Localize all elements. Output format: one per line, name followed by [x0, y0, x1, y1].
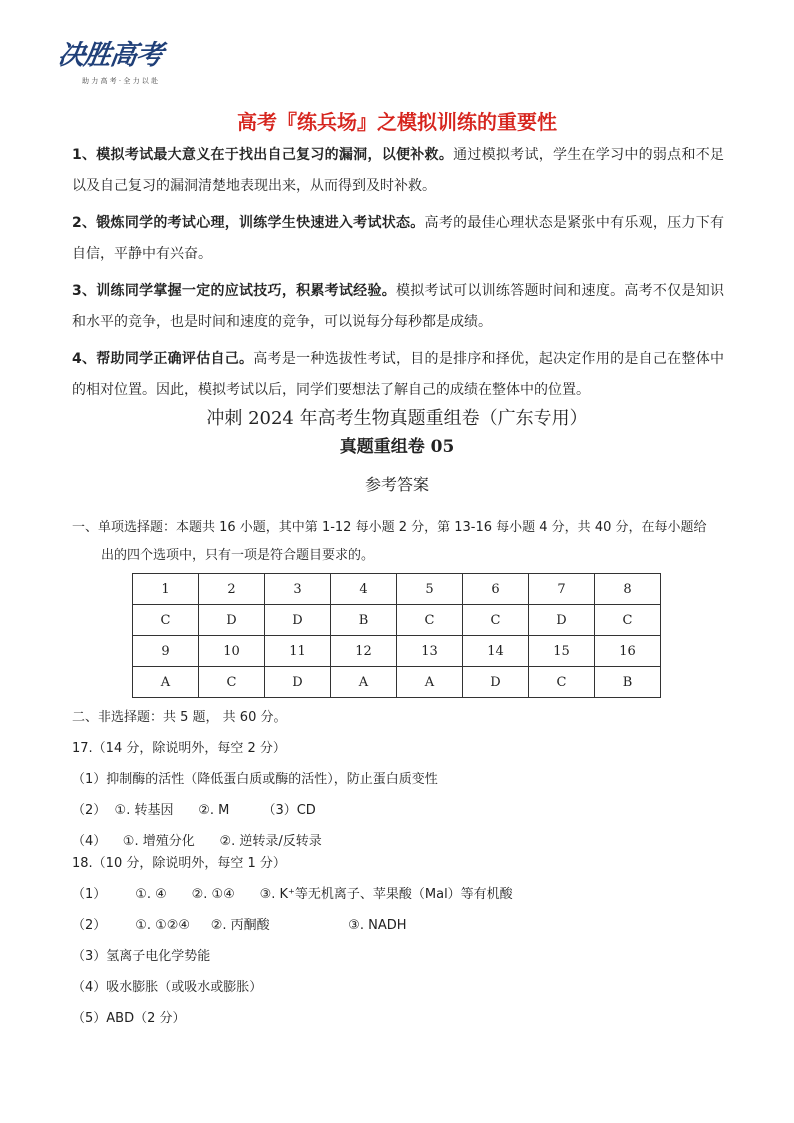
- banner-title: 高考『练兵场』之模拟训练的重要性: [237, 110, 557, 134]
- answers-heading: 参考答案: [364, 475, 429, 494]
- logo-text: 决胜高考: [55, 40, 165, 71]
- table-cell: 10: [199, 636, 265, 667]
- table-cell: C: [397, 605, 463, 636]
- exam-titles: [0, 405, 794, 499]
- table-cell: A: [397, 667, 463, 698]
- table-cell: 16: [595, 636, 661, 667]
- q18-line-1: （1） ①. ④ ②. ①④ ③. K⁺等无机离子、苹果酸（Mal）等有机酸: [72, 887, 513, 902]
- table-row: [133, 574, 661, 605]
- table-cell: C: [595, 605, 661, 636]
- table-cell: 5: [397, 574, 463, 605]
- intro-bold-3: 3、训练同学掌握一定的应试技巧，积累考试经验。: [72, 283, 397, 299]
- table-cell: C: [529, 667, 595, 698]
- section-1-instructions: [72, 514, 732, 570]
- table-cell: 1: [133, 574, 199, 605]
- answer-table: [132, 573, 661, 698]
- table-row: [133, 667, 661, 698]
- logo: [55, 40, 176, 102]
- table-cell: C: [463, 605, 529, 636]
- intro-text-4: 高考是一种选拔性考试，目的是排序和择优，起决定作用的是自己在整体中的相对位置。因此，模拟考试以后，同学们要想法了解自己的成绩在整体中的位置。: [72, 351, 724, 398]
- table-cell: 11: [265, 636, 331, 667]
- table-cell: D: [265, 667, 331, 698]
- table-cell: 12: [331, 636, 397, 667]
- q18-line-4: （4）吸水膨胀（或吸水或膨胀）: [72, 980, 263, 995]
- table-cell: 15: [529, 636, 595, 667]
- q17-line-1: （1）抑制酶的活性（降低蛋白质或酶的活性），防止蛋白质变性: [72, 772, 438, 787]
- intro-text-2: 高考的最佳心理状态是紧张中有乐观，压力下有自信，平静中有兴奋。: [72, 215, 724, 262]
- table-cell: 2: [199, 574, 265, 605]
- table-cell: D: [265, 605, 331, 636]
- section-1-line-2: 出的四个选项中，只有一项是符合题目要求的。: [101, 548, 375, 563]
- table-cell: D: [529, 605, 595, 636]
- intro-bold-1: 1、模拟考试最大意义在于找出自己复习的漏洞，以便补救。: [72, 147, 454, 163]
- table-cell: D: [463, 667, 529, 698]
- section-2-header: 二、非选择题：共 5 题， 共 60 分。: [72, 710, 287, 725]
- q17-line-2: （2） ①. 转基因 ②. M （3）CD: [72, 803, 316, 818]
- table-cell: A: [133, 667, 199, 698]
- table-cell: 6: [463, 574, 529, 605]
- q18-line-5: （5）ABD（2 分）: [72, 1011, 186, 1026]
- table-cell: D: [199, 605, 265, 636]
- q17-line-3: （4） ①. 增殖分化 ②. 逆转录/反转录: [72, 834, 322, 849]
- q18-line-2: （2） ①. ①②④ ②. 丙酮酸 ③. NADH: [72, 918, 407, 933]
- table-cell: 8: [595, 574, 661, 605]
- intro-bold-4: 4、帮助同学正确评估自己。: [72, 351, 254, 367]
- intro-paragraph-3: [72, 276, 724, 338]
- table-cell: 14: [463, 636, 529, 667]
- intro-paragraph-2: [72, 208, 724, 270]
- table-cell: B: [595, 667, 661, 698]
- q18-title: 18.（10 分，除说明外，每空 1 分）: [72, 856, 286, 871]
- table-cell: C: [199, 667, 265, 698]
- q17-title: 17.（14 分，除说明外，每空 2 分）: [72, 741, 286, 756]
- table-cell: C: [133, 605, 199, 636]
- intro-text-1: 通过模拟考试，学生在学习中的弱点和不足以及自己复习的漏洞清楚地表现出来，从而得到及时补救。: [72, 147, 724, 194]
- table-cell: A: [331, 667, 397, 698]
- intro-paragraph-1: [72, 140, 724, 202]
- table-cell: 3: [265, 574, 331, 605]
- section-1-line-1: 一、单项选择题：本题共 16 小题，其中第 1-12 每小题 2 分，第 13-16 每小题 4 分，共 40 分，在每小题给: [72, 520, 707, 535]
- table-cell: 13: [397, 636, 463, 667]
- intro-text-3: 模拟考试可以训练答题时间和速度。高考不仅是知识和水平的竞争，也是时间和速度的竞争，可以说每分每秒都是成绩。: [72, 283, 725, 330]
- table-cell: 9: [133, 636, 199, 667]
- intro-bold-2: 2、锻炼同学的考试心理，训练学生快速进入考试状态。: [72, 215, 425, 231]
- exam-main-title: 冲刺 2024 年高考生物真题重组卷（广东专用）: [206, 408, 588, 429]
- intro-section: [72, 140, 724, 412]
- table-cell: 4: [331, 574, 397, 605]
- table-row: [133, 636, 661, 667]
- q18-line-3: （3）氢离子电化学势能: [72, 949, 211, 964]
- exam-subtitle: 真题重组卷 05: [339, 437, 455, 457]
- logo-subtitle: 助 力 高 考 · 全 力 以 赴: [82, 77, 159, 85]
- intro-paragraph-4: [72, 344, 724, 406]
- table-row: [133, 605, 661, 636]
- table-cell: B: [331, 605, 397, 636]
- table-cell: 7: [529, 574, 595, 605]
- section-2: [72, 706, 732, 1038]
